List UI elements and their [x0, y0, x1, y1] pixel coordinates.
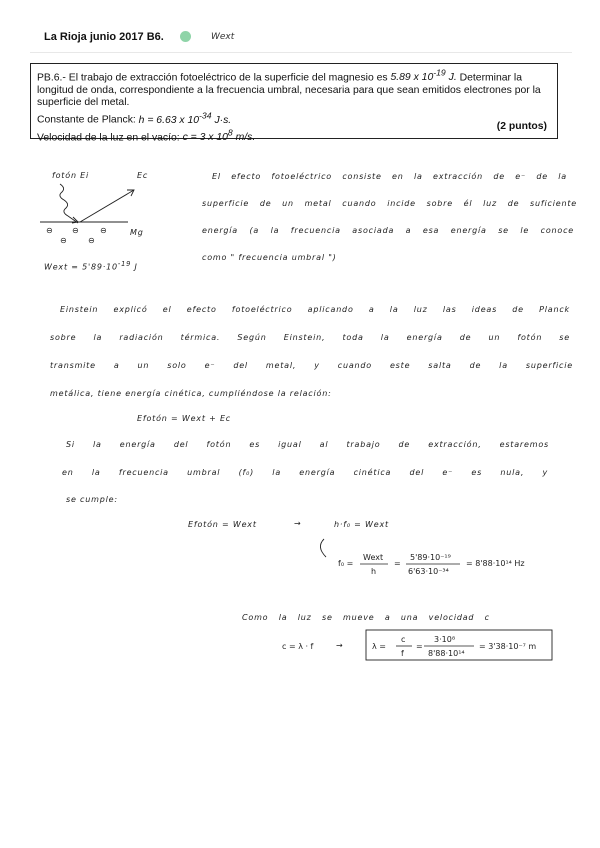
points-label: (2 puntos): [496, 120, 547, 132]
explanation-line: superficie de un metal cuando incide sobre él luz de suficiente: [202, 199, 577, 208]
document-title: La Rioja junio 2017 B6.: [44, 31, 164, 43]
wave-result: = 3'38·10⁻⁷ m: [479, 642, 537, 651]
wave-lambda: λ =: [372, 642, 386, 651]
photon-wave: [60, 184, 78, 223]
wave-den2: 8'88·10¹⁴: [428, 649, 465, 658]
einstein-line: transmite a un solo e⁻ del metal, y cuando este salta de la superficie: [50, 361, 573, 370]
energy-equation: Efotón = Wext + Ec: [137, 414, 232, 423]
explanation-line: El efecto fotoeléctrico consiste en la extracción de e⁻ de la: [212, 172, 567, 181]
threshold-line: se cumple:: [66, 495, 118, 504]
curved-arrow: [320, 539, 326, 557]
electron-icon: ⊖: [72, 226, 79, 235]
wave-eq: =: [416, 642, 423, 651]
wave-den: f: [401, 649, 404, 658]
light-speed: Velocidad de la luz en el vacío: c = 3 x $10^8$ m/s.: [37, 127, 256, 144]
light-speed-text: Como la luz se mueve a una velocidad c: [242, 613, 490, 622]
explanation-line: como " frecuencia umbral "): [202, 253, 337, 262]
electron-icon: ⊖: [88, 236, 95, 245]
arrow-icon: →: [294, 519, 301, 528]
metal-label: Mg: [130, 228, 144, 237]
electron-icon: ⊖: [46, 226, 53, 235]
threshold-line: Si la energía del fotón es igual al trabajo de extracción, estaremos: [66, 440, 549, 449]
threshold-line: en la frecuencia umbral (f₀) la energía cinética del e⁻ es nula, y: [62, 468, 548, 477]
work-function-label: Wext = $5'89\cdot 10^{-19}$ J: [44, 260, 138, 272]
threshold-equation-left: Efotón = Wext: [188, 520, 257, 529]
ec-label: Ec: [137, 171, 149, 180]
problem-text: PB.6.- El trabajo de extracción fotoeléctrico de la superficie del magnesio es 5.89 x $10^{-19}$ J. Determinar la longitud de onda, correspondiente a la frecuencia umbral, necesaria para que sean emitidos electrones por la superficie del metal.: [37, 68, 541, 108]
wave-lhs: c = λ · f: [282, 642, 314, 651]
freq-lhs: f₀ =: [338, 559, 354, 568]
explanation-line: energía (a la frecuencia asociada a esa energía se le conoce: [202, 226, 574, 235]
header-tag: Wext: [211, 32, 235, 42]
einstein-line: sobre la radiación térmica. Según Einstein, toda la energía de un fotón se: [50, 333, 570, 342]
freq-eq: =: [394, 559, 401, 568]
electron-icon: ⊖: [100, 226, 107, 235]
wave-num: c: [401, 635, 406, 644]
einstein-line: metálica, tiene energía cinética, cumpliéndose la relación:: [50, 389, 332, 398]
wave-num2: 3·10⁸: [434, 635, 456, 644]
einstein-line: Einstein explicó el efecto fotoeléctrico aplicando a la luz las ideas de Planck: [60, 305, 570, 314]
planck-constant: Constante de Planck: h = 6.63 x $10^{-34}$ J·s.: [37, 110, 232, 126]
photon-label: fotón Ei: [52, 171, 90, 180]
freq-den2: 6'63·10⁻³⁴: [408, 567, 449, 576]
freq-num2: 5'89·10⁻¹⁹: [410, 553, 451, 562]
freq-num: Wext: [363, 553, 384, 562]
electron-icon: ⊖: [60, 236, 67, 245]
freq-den: h: [371, 567, 377, 576]
electron-path: [80, 190, 134, 222]
arrow-icon: →: [336, 641, 343, 650]
freq-result: = 8'88·10¹⁴ Hz: [466, 559, 525, 568]
threshold-equation-right: h·f₀ = Wext: [334, 520, 389, 529]
